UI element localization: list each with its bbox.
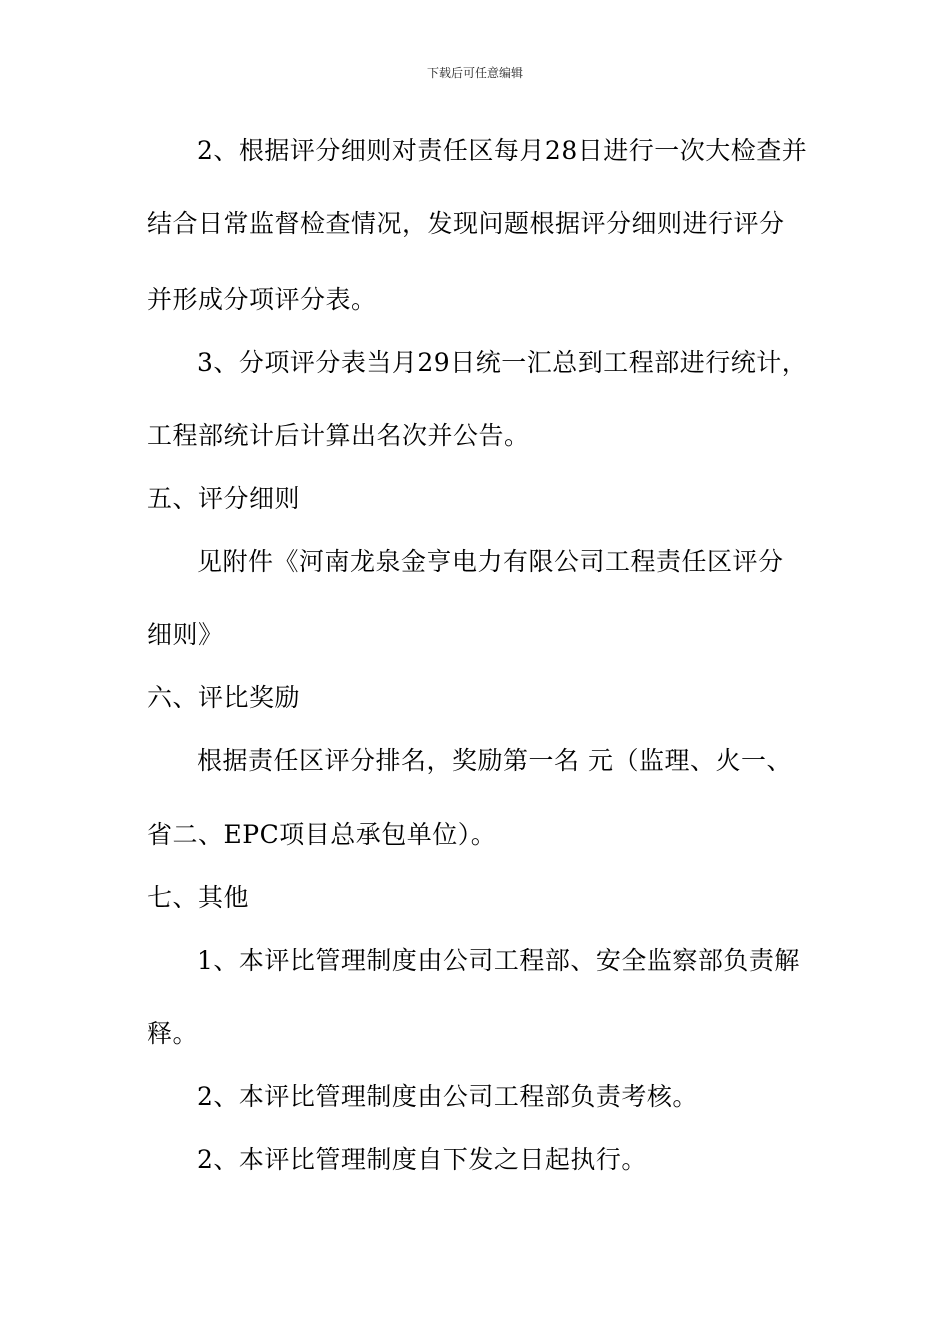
section-heading: 五、评分细则 xyxy=(147,484,301,513)
paragraph-line: 省二、EPC项目总承包单位）。 xyxy=(147,820,497,849)
paragraph-line: 2、本评比管理制度由公司工程部负责考核。 xyxy=(197,1082,698,1111)
paragraph-line: 2、本评比管理制度自下发之日起执行。 xyxy=(197,1145,647,1174)
paragraph-line: 2、根据评分细则对责任区每月28日进行一次大检查并 xyxy=(197,136,808,165)
paragraph-line: 细则》 xyxy=(147,620,224,649)
paragraph-line: 见附件《河南龙泉金亨电力有限公司工程责任区评分 xyxy=(197,547,784,576)
paragraph-line: 3、分项评分表当月29日统一汇总到工程部进行统计， xyxy=(197,348,808,377)
section-heading: 七、其他 xyxy=(147,883,250,912)
paragraph-line: 根据责任区评分排名，奖励第一名 元（监理、火一、 xyxy=(197,746,792,775)
paragraph-line: 结合日常监督检查情况，发现问题根据评分细则进行评分 xyxy=(147,209,785,238)
paragraph-line: 1、本评比管理制度由公司工程部、安全监察部负责解 xyxy=(197,946,800,975)
section-heading: 六、评比奖励 xyxy=(147,683,301,712)
paragraph-line: 工程部统计后计算出名次并公告。 xyxy=(147,421,530,450)
paragraph-line: 并形成分项评分表。 xyxy=(147,285,377,314)
paragraph-line: 释。 xyxy=(147,1019,199,1048)
page-header: 下载后可任意编辑 xyxy=(426,66,523,80)
